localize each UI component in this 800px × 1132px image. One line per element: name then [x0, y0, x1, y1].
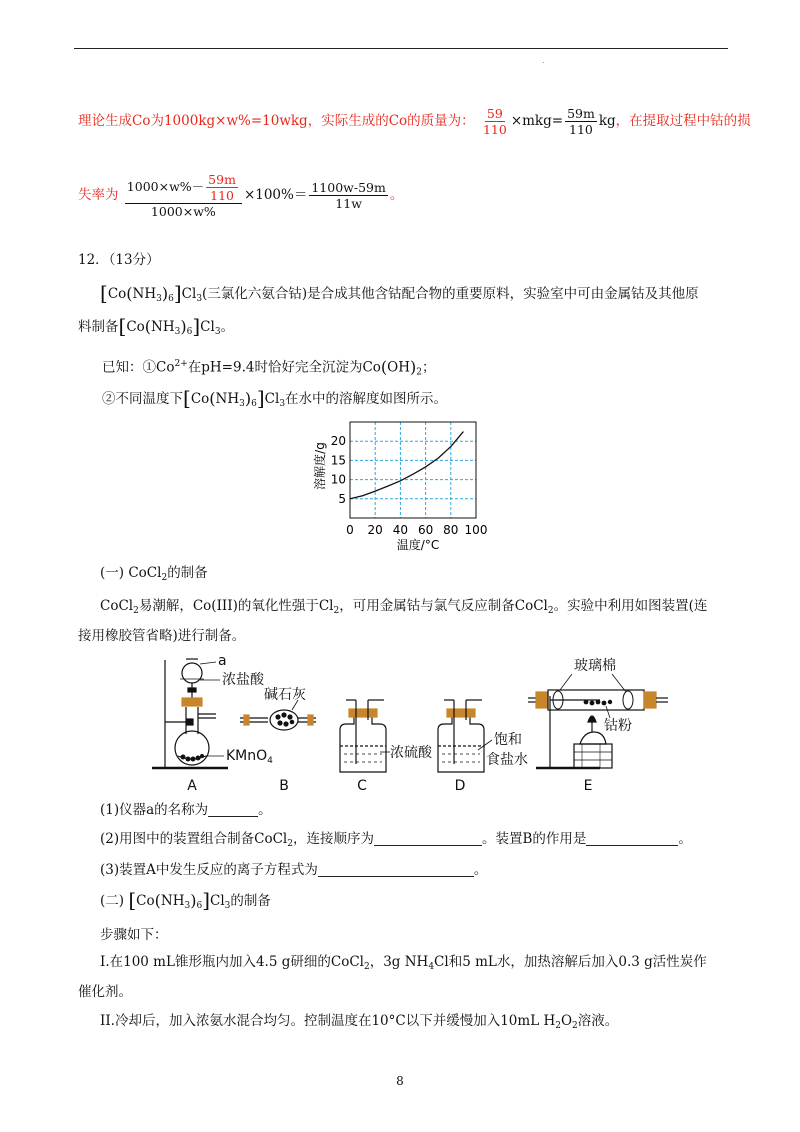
answer-pct: ×100%＝ — [243, 187, 308, 203]
label-soda-lime: 碱石灰 — [264, 687, 306, 703]
chart-y-tick-label: 10 — [330, 472, 346, 487]
section-2-title: (二) $[Co(NH_3)_6]Cl_3$的制备 — [100, 888, 271, 912]
apparatus-E — [528, 674, 668, 768]
fraction-59-110: $\frac{59}{110}$ — [482, 106, 507, 137]
answer-text-1b: ，在提取过程中钴的损 — [615, 113, 751, 129]
known-1: 已知：$①Co^{2+}$在pH=9.4时恰好完全沉淀为$Co(OH)_2$； — [102, 357, 436, 378]
blank-q2-order — [374, 831, 482, 846]
chart-x-tick-label: 40 — [392, 523, 409, 537]
intro-line-2: 料制备$[Co(NH_3)_6]Cl_3$。 — [78, 314, 235, 338]
blank-q3 — [318, 862, 474, 877]
question-number: 12．（13分） — [78, 252, 160, 268]
answer-kg: kg — [598, 113, 616, 129]
apparatus-B — [240, 700, 316, 730]
answer-line-1 — [78, 106, 751, 137]
fraction-loss-rate: 1000×w%－ $\frac{59m}{110}$ 1000×w% — [125, 172, 242, 219]
blank-q2-purpose — [586, 831, 678, 846]
label-C: C — [357, 778, 367, 792]
label-E: E — [583, 778, 593, 792]
label-B: B — [279, 778, 289, 792]
steps-label: 步骤如下： — [100, 927, 168, 943]
question-1: (1)仪器a的名称为 。 — [100, 802, 272, 818]
chart-x-tick-label: 60 — [417, 523, 434, 537]
chart-y-axis-label: 溶解度/g — [313, 442, 327, 490]
answer-end: 。 — [389, 187, 404, 203]
chart-y-tick-label: 15 — [330, 453, 346, 468]
page-number: 8 — [396, 1074, 404, 1088]
apparatus-diagram — [0, 652, 800, 792]
chart-x-tick-label: 80 — [443, 523, 459, 537]
chart-grid — [350, 422, 476, 518]
fraction-59m-110: $\frac{59m}{110}$ — [567, 106, 595, 137]
step-1-cont: 催化剂。 — [78, 984, 132, 1000]
apparatus-A — [152, 659, 228, 768]
question-2: (2)用图中的装置组合制备CoCl$_2$，连接顺序为 。装置B的作用是 。 — [100, 831, 692, 849]
label-kmno4: KMnO$_4$ — [226, 748, 273, 766]
label-A: A — [187, 778, 197, 792]
answer-text-1a: 理论生成Co为1000kg×w%=10wkg，实际生成的Co的质量为： — [78, 113, 475, 129]
label-glass-wool: 玻璃棉 — [574, 658, 616, 674]
label-brine-1: 饱和 — [494, 732, 522, 748]
chart-ticks — [331, 434, 488, 537]
label-h2so4: 浓硫酸 — [390, 745, 432, 761]
label-a: a — [218, 653, 227, 669]
question-3: (3)装置A中发生反应的离子方程式为 。 — [100, 862, 488, 878]
chart-x-tick-label: 0 — [346, 523, 354, 537]
blank-q1 — [208, 802, 258, 817]
apparatus-D — [438, 700, 492, 772]
chart-x-tick-label: 100 — [464, 523, 488, 537]
answer-mkg: ×mkg= — [510, 113, 564, 129]
chart-x-tick-label: 20 — [367, 523, 383, 537]
section-1-title: (一) CoCl$_2$的制备 — [100, 565, 208, 583]
chart-y-tick-label: 20 — [330, 434, 346, 449]
fraction-result: $\frac{1100w-59m}{11w}$ — [311, 180, 386, 211]
intro-text: (三氯化六氨合钴)是合成其他含钴配合物的重要原料，实验室中可由金属钴及其他原 — [202, 286, 699, 302]
header-dot: . — [542, 56, 545, 65]
step-1: I.在100 mL锥形瓶内加入4.5 g研细的CoCl$_2$，3g $NH_4Cl$和5 mL水，加热溶解后加入0.3 g活性炭作 — [100, 954, 707, 972]
label-D: D — [454, 778, 466, 792]
answer-text-2a: 失率为 — [78, 187, 119, 203]
known-2: ②不同温度下$[Co(NH_3)_6]Cl_3$在水中的溶解度如图所示。 — [102, 386, 448, 410]
answer-line-2 — [78, 172, 403, 219]
step-2: II.冷却后，加入浓氨水混合均匀。控制温度在10°C以下并缓慢加入10mL $H_2O_2$溶液。 — [100, 1013, 619, 1031]
label-brine-2: 食盐水 — [486, 752, 528, 768]
label-co-powder: 钴粉 — [604, 718, 632, 734]
chart-frame — [350, 422, 476, 518]
section-1-para-1: CoCl$_2$易潮解，Co(III)的氧化性强于$Cl_2$，可用金属钴与氯气反应制备CoCl$_2$。实验中利用如图装置(连 — [100, 598, 708, 616]
section-1-para-2: 接用橡胶管省略)进行制备。 — [78, 628, 246, 644]
intro-line-1: $[Co(NH_3)_6]Cl_3$(三氯化六氨合钴)是合成其他含钴配合物的重要原料，实验室中可由金属钴及其他原 — [100, 281, 699, 305]
solubility-chart — [0, 410, 800, 560]
label-hcl: 浓盐酸 — [222, 672, 264, 688]
chart-y-tick-label: 5 — [338, 491, 346, 506]
chart-x-axis-label: 温度/°C — [396, 538, 440, 552]
apparatus-C — [340, 700, 390, 772]
header-rule — [74, 48, 728, 49]
